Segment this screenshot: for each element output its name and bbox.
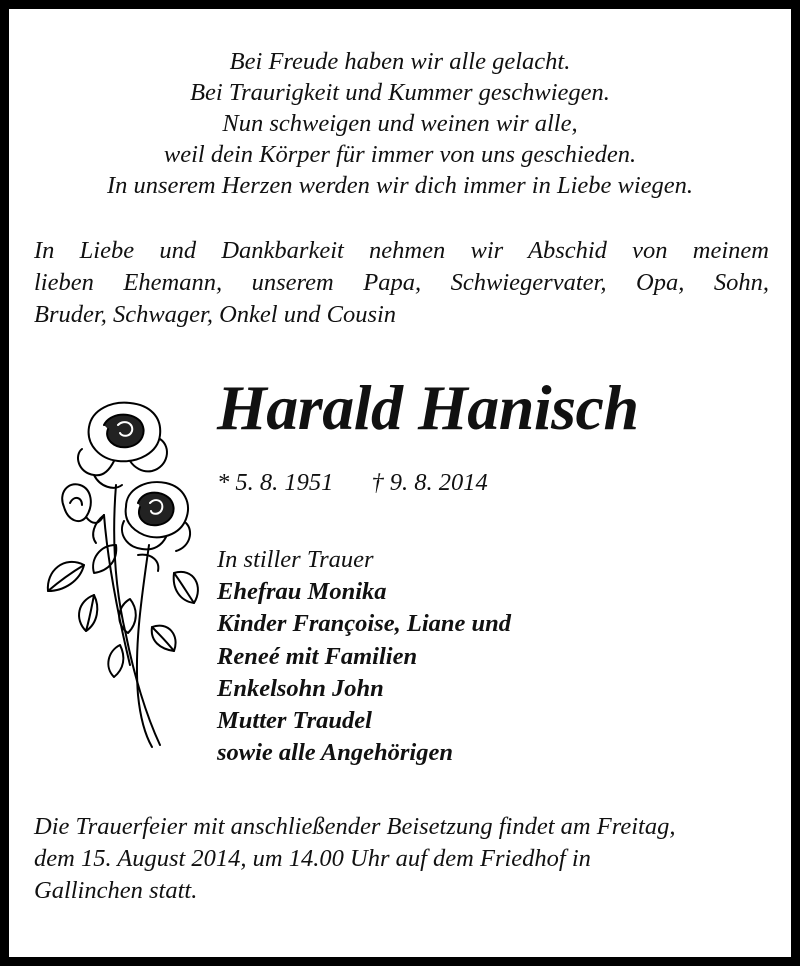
mourner-line: sowie alle Angehörigen xyxy=(217,739,453,767)
intro-line: Bruder, Schwager, Onkel und Cousin xyxy=(34,301,397,328)
funeral-line: Gallinchen statt. xyxy=(34,877,198,904)
death-date: † 9. 8. 2014 xyxy=(371,469,488,496)
poem-line: weil dein Körper für immer von uns geschieden. xyxy=(163,141,637,168)
poem-line: Nun schweigen und weinen wir alle, xyxy=(222,110,578,137)
poem-line: In unserem Herzen werden wir dich immer in Liebe wiegen. xyxy=(106,172,694,199)
rose-illustration xyxy=(34,395,204,755)
stem xyxy=(137,545,152,747)
poem xyxy=(29,46,771,201)
mourner-line: Kinder Françoise, Liane und xyxy=(217,610,512,638)
funeral-line: Die Trauerfeier mit anschließender Beisetzung findet am Freitag, xyxy=(34,813,676,840)
mourner-line: Mutter Traudel xyxy=(217,707,372,735)
funeral-line: dem 15. August 2014, um 14.00 Uhr auf dem Friedhof in xyxy=(34,845,591,872)
deceased-name: Harald Hanisch xyxy=(217,372,639,443)
mourner-line: Enkelsohn John xyxy=(217,674,384,702)
mourners-list xyxy=(217,544,511,769)
mourner-line: Ehefrau Monika xyxy=(217,578,387,606)
intro-line: lieben Ehemann, unserem Papa, Schwiegervater, Opa, Sohn, xyxy=(34,269,769,296)
intro-text xyxy=(34,235,769,331)
mourners-heading: In stiller Trauer xyxy=(217,546,374,573)
birth-date: * 5. 8. 1951 xyxy=(217,469,334,496)
mourner-line: Reneé mit Familien xyxy=(217,642,418,670)
poem-line: Bei Freude haben wir alle gelacht. xyxy=(229,48,571,75)
intro-line: In Liebe und Dankbarkeit nehmen wir Abschid von meinem xyxy=(34,237,769,264)
poem-line: Bei Traurigkeit und Kummer geschwiegen. xyxy=(190,79,610,106)
funeral-details xyxy=(34,811,774,907)
life-dates xyxy=(217,469,488,497)
